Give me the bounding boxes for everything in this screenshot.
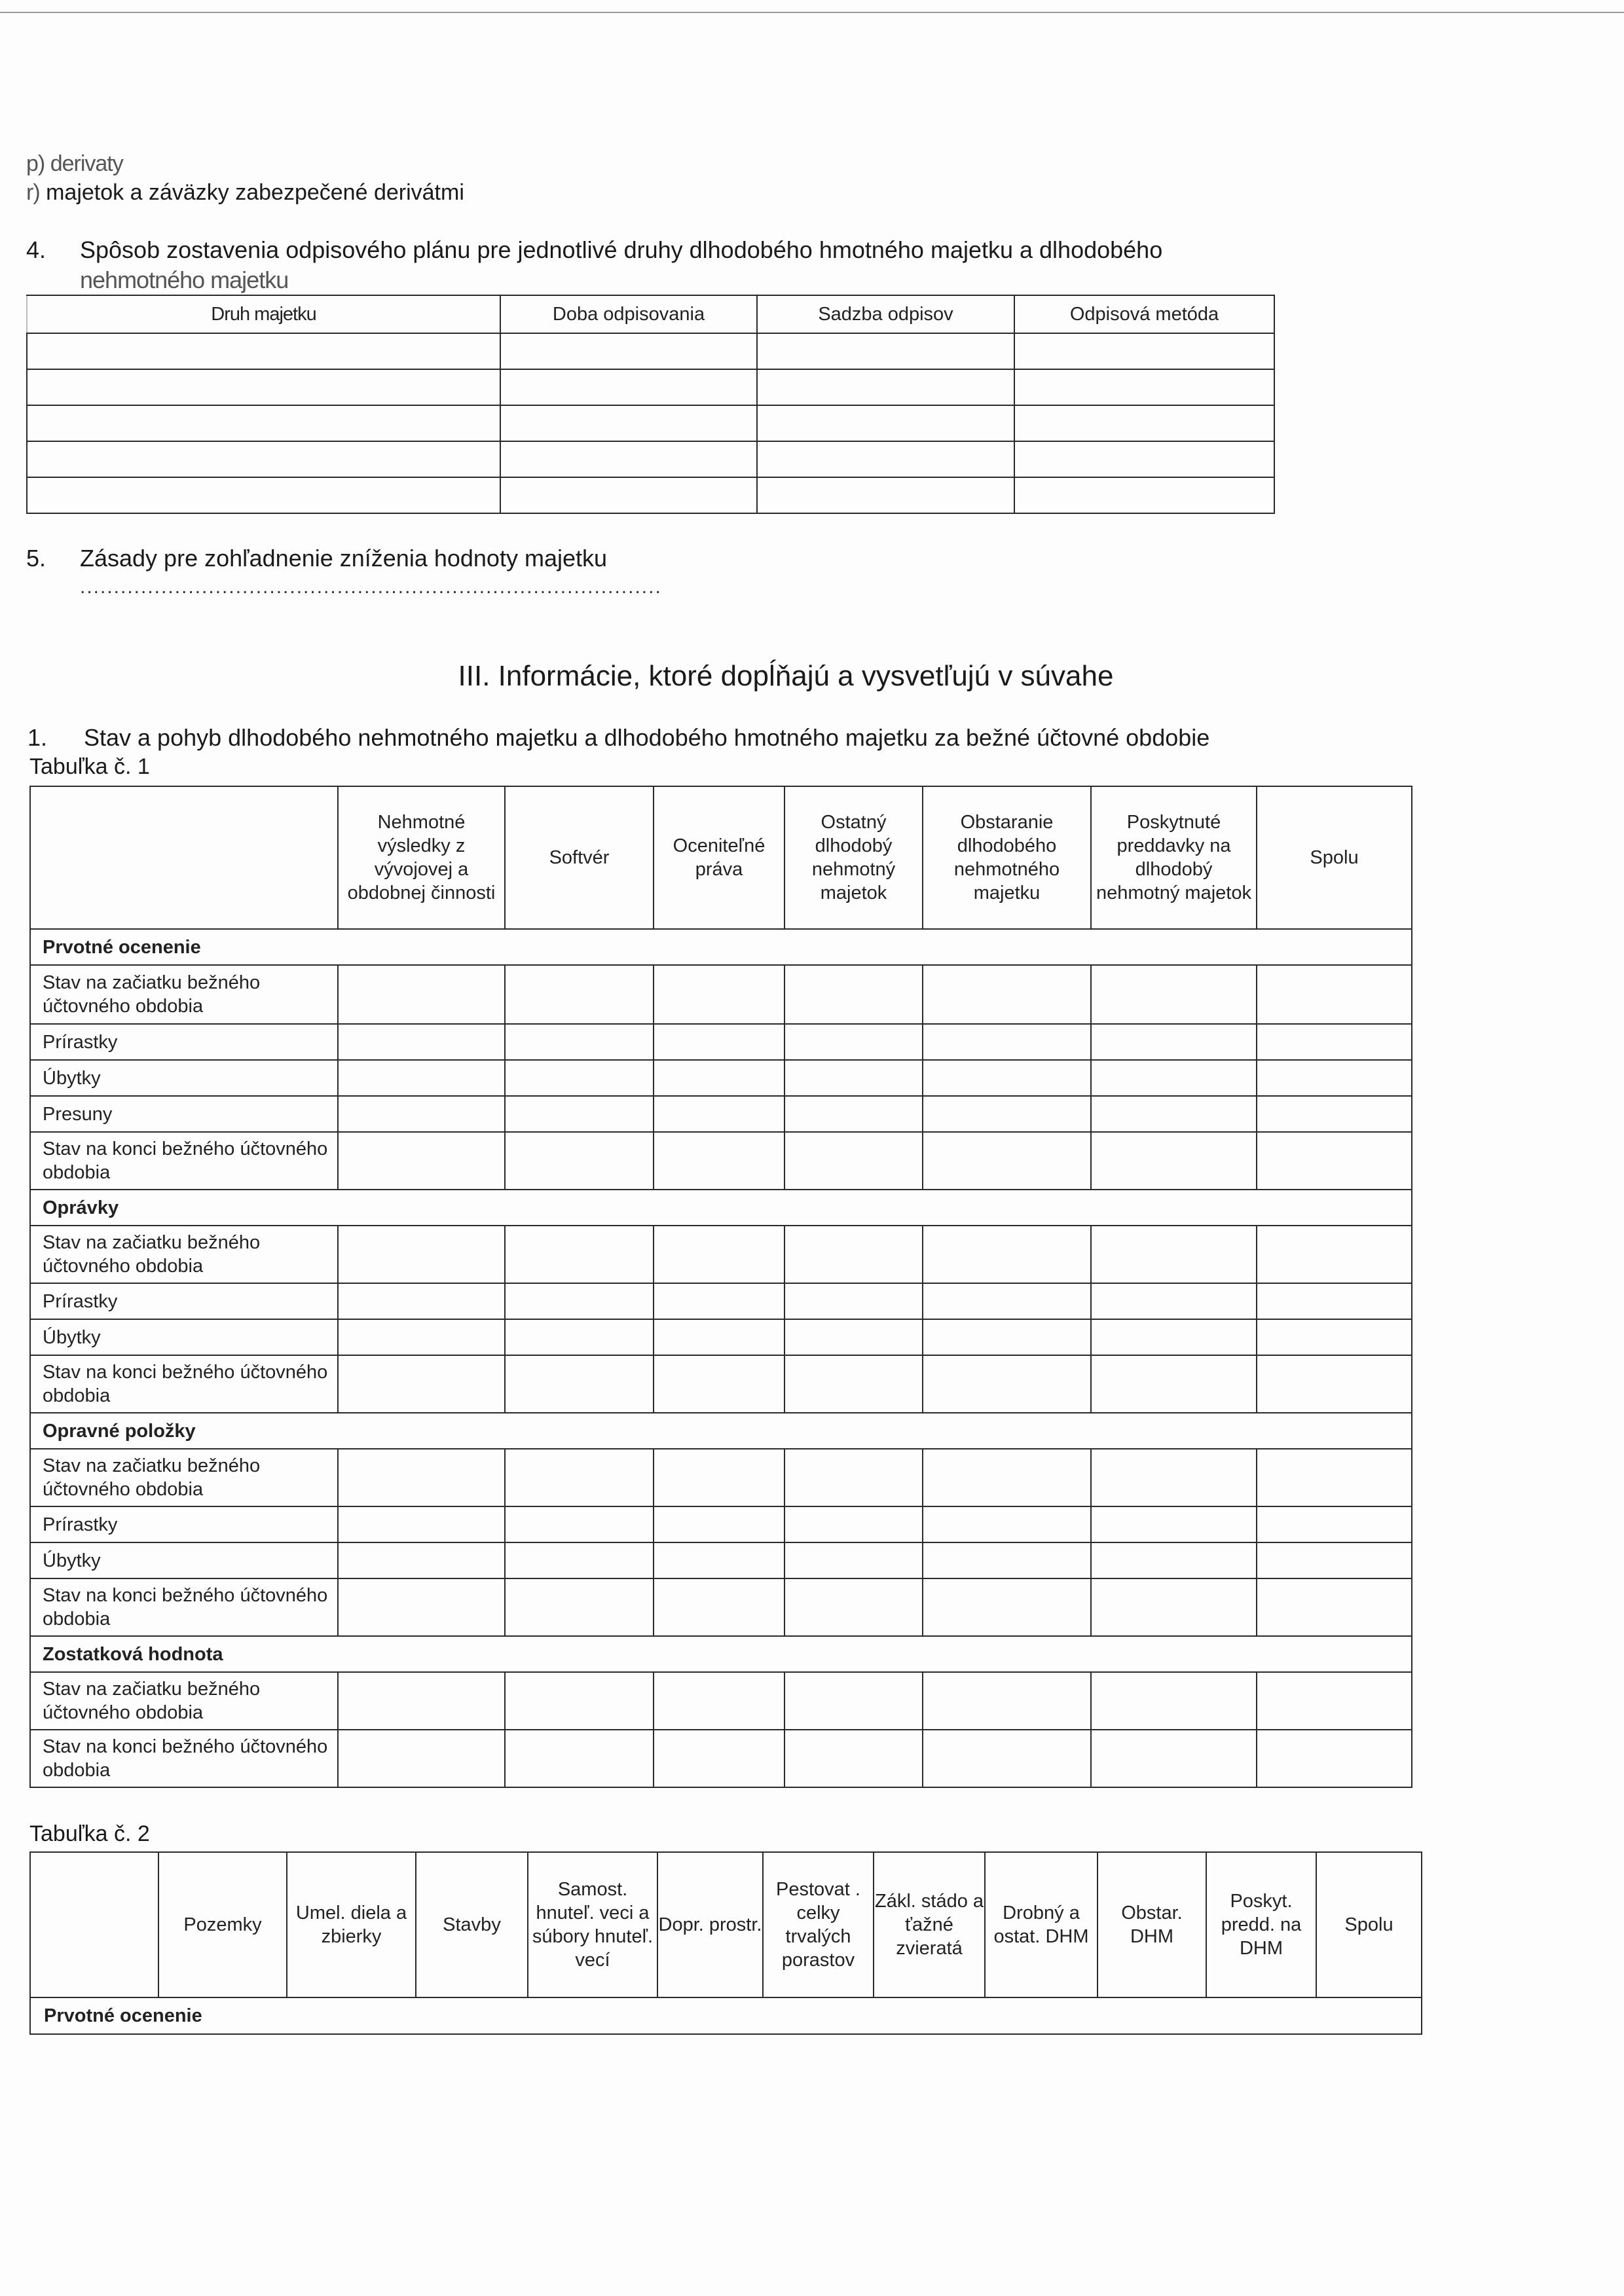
row-label: Prírastky bbox=[30, 1024, 338, 1060]
table-cell[interactable] bbox=[1257, 1096, 1412, 1132]
col-header-total: Spolu bbox=[1257, 786, 1412, 929]
group-title: Prvotné ocenenie bbox=[30, 1997, 1422, 2034]
table-cell[interactable] bbox=[923, 1024, 1091, 1060]
table-header-row bbox=[30, 1852, 1422, 1997]
row-label: Presuny bbox=[30, 1096, 338, 1132]
table-cell[interactable] bbox=[338, 1542, 505, 1578]
table-cell[interactable] bbox=[1091, 1226, 1257, 1283]
table-row bbox=[30, 1730, 1412, 1787]
table-cell[interactable] bbox=[338, 1578, 505, 1636]
table-cell[interactable] bbox=[500, 369, 757, 405]
table-row bbox=[27, 441, 1274, 477]
table-cell[interactable] bbox=[338, 1730, 505, 1787]
table-cell[interactable] bbox=[784, 1578, 923, 1636]
col-header-other-intangible: Ostatný dlhodobý nehmotný majetok bbox=[784, 786, 923, 929]
group-row-initial-valuation bbox=[30, 1997, 1422, 2034]
table-cell[interactable] bbox=[757, 477, 1014, 513]
table-row bbox=[30, 1355, 1412, 1413]
table-cell[interactable] bbox=[1257, 1578, 1412, 1636]
row-label: Stav na konci bežného účtovného obdobia bbox=[30, 1578, 338, 1636]
table-cell[interactable] bbox=[27, 369, 500, 405]
scan-top-edge bbox=[0, 12, 1624, 13]
table-cell[interactable] bbox=[784, 1672, 923, 1730]
col-header-movable-items: Samost. hnuteľ. veci a súbory hnuteľ. vecí bbox=[528, 1852, 657, 1997]
table-cell[interactable] bbox=[784, 1355, 923, 1413]
table-cell[interactable] bbox=[784, 1449, 923, 1506]
table-cell[interactable] bbox=[500, 441, 757, 477]
table-cell[interactable] bbox=[654, 1024, 784, 1060]
table-cell[interactable] bbox=[654, 1449, 784, 1506]
row-label: Úbytky bbox=[30, 1542, 338, 1578]
table-cell[interactable] bbox=[338, 1449, 505, 1506]
table-cell[interactable] bbox=[338, 965, 505, 1024]
list-marker: p) bbox=[26, 151, 45, 176]
table-cell[interactable] bbox=[505, 1730, 654, 1787]
table-cell[interactable] bbox=[505, 1060, 654, 1096]
table-row bbox=[27, 333, 1274, 369]
group-title: Zostatková hodnota bbox=[30, 1636, 1412, 1672]
table-cell[interactable] bbox=[654, 1672, 784, 1730]
list-text: majetok a záväzky zabezpečené derivátmi bbox=[46, 180, 464, 205]
table-cell[interactable] bbox=[505, 1096, 654, 1132]
table-cell[interactable] bbox=[784, 1319, 923, 1355]
col-header-vehicles: Dopr. prostr. bbox=[657, 1852, 763, 1997]
tangible-assets-table bbox=[29, 1851, 1422, 2035]
col-header-software: Softvér bbox=[505, 786, 654, 929]
table1-caption: Tabuľka č. 1 bbox=[29, 754, 150, 779]
section-4-heading-line2: nehmotného majetku bbox=[80, 266, 289, 293]
table-cell[interactable] bbox=[654, 1319, 784, 1355]
table-cell[interactable] bbox=[654, 1730, 784, 1787]
table-cell[interactable] bbox=[923, 1730, 1091, 1787]
table-row bbox=[30, 1132, 1412, 1190]
table-row bbox=[30, 1226, 1412, 1283]
col-header-art-collections: Umel. diela a zbierky bbox=[287, 1852, 416, 1997]
table-cell[interactable] bbox=[1257, 1132, 1412, 1190]
list-marker: r) bbox=[26, 180, 40, 205]
table-cell[interactable] bbox=[654, 1578, 784, 1636]
table-cell[interactable] bbox=[784, 1096, 923, 1132]
table-cell[interactable] bbox=[1257, 1226, 1412, 1283]
table-cell[interactable] bbox=[654, 965, 784, 1024]
table-cell[interactable] bbox=[505, 965, 654, 1024]
table-cell[interactable] bbox=[27, 333, 500, 369]
table-cell[interactable] bbox=[784, 965, 923, 1024]
table-cell[interactable] bbox=[338, 1060, 505, 1096]
table-cell[interactable] bbox=[1014, 441, 1274, 477]
table-cell[interactable] bbox=[1091, 1060, 1257, 1096]
row-label: Stav na začiatku bežného účtovného obdobia bbox=[30, 1672, 338, 1730]
group-row-residual-value bbox=[30, 1636, 1412, 1672]
col-header-perennial-crops: Pestovat . celky trvalých porastov bbox=[763, 1852, 874, 1997]
table-cell[interactable] bbox=[1014, 477, 1274, 513]
table-row bbox=[30, 1578, 1412, 1636]
col-header-depreciation-method: Odpisová metóda bbox=[1014, 295, 1274, 333]
col-header-development-results: Nehmotné výsledky z vývojovej a obdobnej činnosti bbox=[338, 786, 505, 929]
table-cell[interactable] bbox=[1091, 1096, 1257, 1132]
table-cell[interactable] bbox=[338, 1226, 505, 1283]
col-header-acquisition-intangible: Obstaranie dlhodobého nehmotného majetku bbox=[923, 786, 1091, 929]
subsection-1-heading bbox=[28, 724, 1209, 752]
table-cell[interactable] bbox=[923, 965, 1091, 1024]
table-cell[interactable] bbox=[1091, 1024, 1257, 1060]
table-cell[interactable] bbox=[1257, 1024, 1412, 1060]
table-row bbox=[30, 1542, 1412, 1578]
row-label: Stav na konci bežného účtovného obdobia bbox=[30, 1355, 338, 1413]
section-5-heading bbox=[26, 542, 607, 575]
table-row bbox=[27, 477, 1274, 513]
table-row bbox=[30, 1672, 1412, 1730]
subsection-title: Stav a pohyb dlhodobého nehmotného majetku a dlhodobého hmotného majetku za bežné účtovné obdobie bbox=[84, 724, 1210, 751]
row-label: Stav na konci bežného účtovného obdobia bbox=[30, 1132, 338, 1190]
table-cell[interactable] bbox=[784, 1024, 923, 1060]
table-cell[interactable] bbox=[1014, 333, 1274, 369]
table-cell[interactable] bbox=[784, 1542, 923, 1578]
group-row-depreciation bbox=[30, 1190, 1412, 1226]
table-cell[interactable] bbox=[338, 1024, 505, 1060]
col-header-advances-tangible: Poskyt. predd. na DHM bbox=[1206, 1852, 1316, 1997]
table-cell[interactable] bbox=[1257, 965, 1412, 1024]
table-cell[interactable] bbox=[654, 1283, 784, 1319]
table-cell[interactable] bbox=[27, 441, 500, 477]
table-cell[interactable] bbox=[505, 1449, 654, 1506]
table-cell[interactable] bbox=[338, 1319, 505, 1355]
table-cell[interactable] bbox=[338, 1096, 505, 1132]
col-header-valuable-rights: Oceniteľné práva bbox=[654, 786, 784, 929]
table-cell[interactable] bbox=[923, 1506, 1091, 1542]
table-cell[interactable] bbox=[784, 1283, 923, 1319]
table-cell[interactable] bbox=[1257, 1355, 1412, 1413]
table-row bbox=[27, 405, 1274, 441]
table-cell[interactable] bbox=[1014, 405, 1274, 441]
table-row bbox=[30, 965, 1412, 1024]
table-cell[interactable] bbox=[1091, 1132, 1257, 1190]
row-label: Stav na začiatku bežného účtovného obdobia bbox=[30, 1449, 338, 1506]
table-cell[interactable] bbox=[1091, 1449, 1257, 1506]
section-title-line1: Spôsob zostavenia odpisového plánu pre jednotlivé druhy dlhodobého hmotného majetku a dlhodobého bbox=[80, 236, 1163, 263]
table-cell[interactable] bbox=[654, 1096, 784, 1132]
table-cell[interactable] bbox=[784, 1730, 923, 1787]
row-label: Stav na začiatku bežného účtovného obdobia bbox=[30, 965, 338, 1024]
group-title: Opravné položky bbox=[30, 1413, 1412, 1449]
table-cell[interactable] bbox=[27, 477, 500, 513]
table-cell[interactable] bbox=[784, 1132, 923, 1190]
table-cell[interactable] bbox=[1091, 1283, 1257, 1319]
list-item-p bbox=[26, 149, 123, 178]
col-header-blank bbox=[30, 1852, 158, 1997]
row-label: Stav na začiatku bežného účtovného obdobia bbox=[30, 1226, 338, 1283]
row-label: Stav na konci bežného účtovného obdobia bbox=[30, 1730, 338, 1787]
section-iii-title: III. Informácie, ktoré dopĺňajú a vysvetľujú v súvahe bbox=[458, 660, 1114, 692]
table-cell[interactable] bbox=[500, 477, 757, 513]
group-row-adjustments bbox=[30, 1413, 1412, 1449]
intangible-assets-table bbox=[29, 786, 1412, 1788]
group-row-initial-valuation bbox=[30, 929, 1412, 965]
list-item-r bbox=[26, 178, 464, 207]
col-header-advances-intangible: Poskytnuté preddavky na dlhodobý nehmotný majetok bbox=[1091, 786, 1257, 929]
table-cell[interactable] bbox=[27, 405, 500, 441]
list-text: derivaty bbox=[50, 151, 123, 176]
table-row bbox=[30, 1024, 1412, 1060]
table-cell[interactable] bbox=[784, 1060, 923, 1096]
table-row bbox=[30, 1449, 1412, 1506]
table-cell[interactable] bbox=[338, 1132, 505, 1190]
table-cell[interactable] bbox=[1257, 1730, 1412, 1787]
table-row bbox=[30, 1319, 1412, 1355]
table-cell[interactable] bbox=[923, 1542, 1091, 1578]
row-label: Úbytky bbox=[30, 1060, 338, 1096]
table-cell[interactable] bbox=[654, 1060, 784, 1096]
col-header-land: Pozemky bbox=[158, 1852, 287, 1997]
table-cell[interactable] bbox=[1091, 1730, 1257, 1787]
table-cell[interactable] bbox=[654, 1226, 784, 1283]
table-cell[interactable] bbox=[1091, 1319, 1257, 1355]
table-cell[interactable] bbox=[757, 369, 1014, 405]
table-cell[interactable] bbox=[923, 1319, 1091, 1355]
table-cell[interactable] bbox=[1091, 1506, 1257, 1542]
col-header-asset-type: Druh majetku bbox=[27, 295, 500, 333]
row-label: Prírastky bbox=[30, 1506, 338, 1542]
table-cell[interactable] bbox=[1091, 1578, 1257, 1636]
col-header-buildings: Stavby bbox=[416, 1852, 528, 1997]
table-cell[interactable] bbox=[923, 1132, 1091, 1190]
section-number: 4. bbox=[26, 236, 46, 263]
table-cell[interactable] bbox=[505, 1542, 654, 1578]
table-cell[interactable] bbox=[505, 1319, 654, 1355]
table-cell[interactable] bbox=[500, 333, 757, 369]
table-row bbox=[30, 1506, 1412, 1542]
table-cell[interactable] bbox=[500, 405, 757, 441]
table-cell[interactable] bbox=[654, 1355, 784, 1413]
section-number: 1. bbox=[28, 724, 48, 751]
col-header-depreciation-rate: Sadzba odpisov bbox=[757, 295, 1014, 333]
table-cell[interactable] bbox=[923, 1355, 1091, 1413]
col-header-livestock: Zákl. stádo a ťažné zvieratá bbox=[874, 1852, 985, 1997]
table-row bbox=[30, 1283, 1412, 1319]
table-cell[interactable] bbox=[923, 1060, 1091, 1096]
table-cell[interactable] bbox=[757, 333, 1014, 369]
table-row bbox=[30, 1060, 1412, 1096]
section-number: 5. bbox=[26, 545, 46, 572]
table-cell[interactable] bbox=[923, 1226, 1091, 1283]
table-row bbox=[27, 369, 1274, 405]
table-cell[interactable] bbox=[923, 1096, 1091, 1132]
table-cell[interactable] bbox=[338, 1355, 505, 1413]
table-cell[interactable] bbox=[338, 1283, 505, 1319]
table-cell[interactable] bbox=[505, 1283, 654, 1319]
table-cell[interactable] bbox=[654, 1542, 784, 1578]
section-4-heading bbox=[26, 234, 1162, 266]
table-row bbox=[30, 1096, 1412, 1132]
group-title: Oprávky bbox=[30, 1190, 1412, 1226]
table-cell[interactable] bbox=[654, 1506, 784, 1542]
table-cell[interactable] bbox=[1014, 369, 1274, 405]
table-cell[interactable] bbox=[757, 441, 1014, 477]
fill-in-dotted-line[interactable]: ...................................................................................... bbox=[80, 576, 662, 598]
table-cell[interactable] bbox=[1257, 1506, 1412, 1542]
table-cell[interactable] bbox=[505, 1226, 654, 1283]
table-cell[interactable] bbox=[505, 1024, 654, 1060]
table-cell[interactable] bbox=[505, 1578, 654, 1636]
table-header-row bbox=[30, 786, 1412, 929]
table-cell[interactable] bbox=[505, 1132, 654, 1190]
table-cell[interactable] bbox=[923, 1283, 1091, 1319]
table-cell[interactable] bbox=[338, 1506, 505, 1542]
row-label: Prírastky bbox=[30, 1283, 338, 1319]
table-cell[interactable] bbox=[1257, 1319, 1412, 1355]
table-cell[interactable] bbox=[757, 405, 1014, 441]
col-header-total: Spolu bbox=[1316, 1852, 1422, 1997]
table-cell[interactable] bbox=[505, 1355, 654, 1413]
table-cell[interactable] bbox=[505, 1672, 654, 1730]
table-cell[interactable] bbox=[784, 1226, 923, 1283]
table-cell[interactable] bbox=[1257, 1449, 1412, 1506]
table-cell[interactable] bbox=[505, 1506, 654, 1542]
table-cell[interactable] bbox=[1257, 1672, 1412, 1730]
table-cell[interactable] bbox=[1091, 1672, 1257, 1730]
table-cell[interactable] bbox=[923, 1672, 1091, 1730]
col-header-blank bbox=[30, 786, 338, 929]
table-cell[interactable] bbox=[923, 1449, 1091, 1506]
table-cell[interactable] bbox=[923, 1578, 1091, 1636]
group-title: Prvotné ocenenie bbox=[30, 929, 1412, 965]
section-title: Zásady pre zohľadnenie zníženia hodnoty majetku bbox=[80, 545, 608, 572]
table2-caption: Tabuľka č. 2 bbox=[29, 1821, 150, 1846]
col-header-acquisition-tangible: Obstar. DHM bbox=[1098, 1852, 1206, 1997]
table-cell[interactable] bbox=[1091, 1542, 1257, 1578]
table-cell[interactable] bbox=[654, 1132, 784, 1190]
depreciation-plan-table bbox=[26, 295, 1275, 514]
table-cell[interactable] bbox=[338, 1672, 505, 1730]
table-cell[interactable] bbox=[1257, 1283, 1412, 1319]
table-header-row bbox=[27, 295, 1274, 333]
table-cell[interactable] bbox=[1257, 1542, 1412, 1578]
table-cell[interactable] bbox=[1091, 965, 1257, 1024]
table-cell[interactable] bbox=[784, 1506, 923, 1542]
table-cell[interactable] bbox=[1257, 1060, 1412, 1096]
col-header-depreciation-period: Doba odpisovania bbox=[500, 295, 757, 333]
table-cell[interactable] bbox=[1091, 1355, 1257, 1413]
col-header-small-tangible: Drobný a ostat. DHM bbox=[985, 1852, 1098, 1997]
row-label: Úbytky bbox=[30, 1319, 338, 1355]
